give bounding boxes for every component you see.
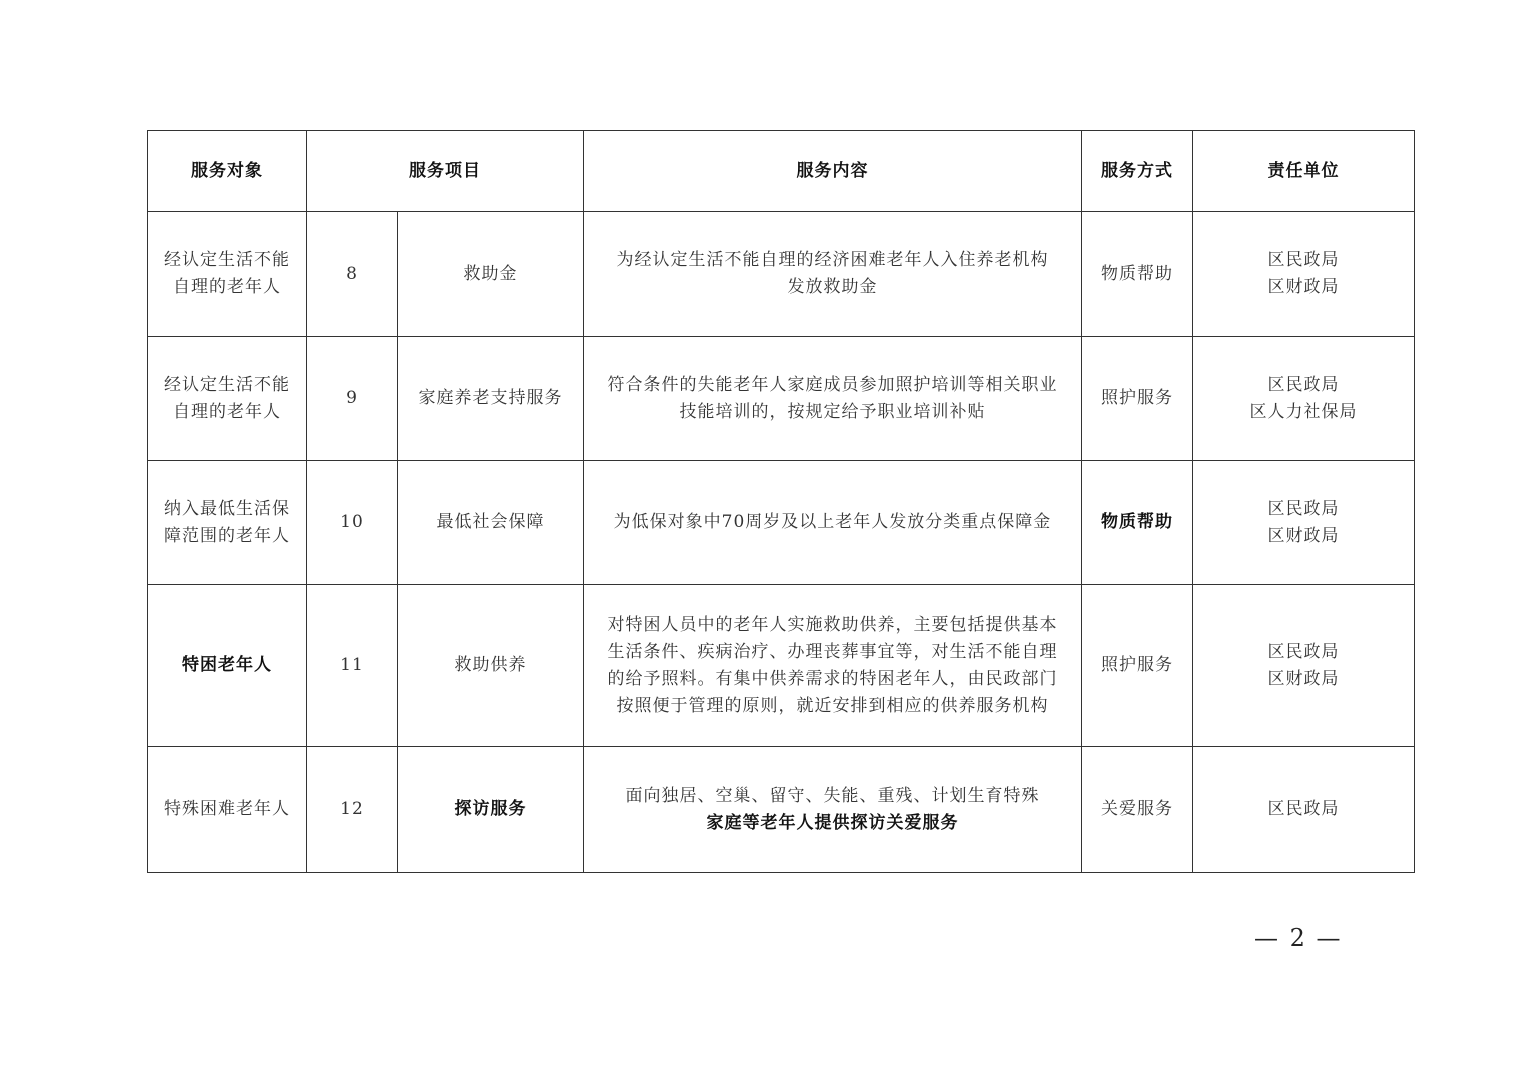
- row-unit: [1193, 585, 1415, 747]
- row-unit-line: 区财政局: [1267, 277, 1340, 297]
- row-unit-line: 区财政局: [1267, 668, 1340, 689]
- row-number: 10: [307, 461, 398, 585]
- row-target-line: 自理的老年人: [173, 277, 281, 297]
- row-unit-line: 区民政局: [1267, 250, 1340, 270]
- row-content-line: 技能培训的，按规定给予职业培训补贴: [679, 401, 986, 422]
- table-row: [148, 212, 1415, 337]
- page-number: — 2 —: [1254, 924, 1343, 952]
- service-table: [147, 130, 1415, 873]
- row-target-line: 障范围的老年人: [164, 525, 290, 546]
- row-method: 关爱服务: [1082, 747, 1193, 873]
- row-target-line: 自理的老年人: [173, 401, 281, 422]
- row-target-line: 特殊困难老年人: [164, 799, 290, 819]
- header-unit: 责任单位: [1193, 131, 1415, 212]
- row-unit-line: 区民政局: [1267, 799, 1340, 819]
- row-item: 救助供养: [398, 585, 584, 747]
- row-unit-line: 区民政局: [1267, 374, 1340, 395]
- row-unit: [1193, 461, 1415, 585]
- row-content-line: 按照便于管理的原则，就近安排到相应的供养服务机构: [616, 695, 1049, 716]
- row-unit: [1193, 747, 1415, 873]
- table-row: [148, 337, 1415, 461]
- header-item: 服务项目: [307, 131, 584, 212]
- row-content: [584, 337, 1082, 461]
- row-content: [584, 747, 1082, 873]
- table-row: [148, 747, 1415, 873]
- row-unit-line: 区人力社保局: [1249, 401, 1358, 422]
- row-unit: [1193, 212, 1415, 337]
- row-content-line: 对特困人员中的老年人实施救助供养，主要包括提供基本: [607, 614, 1058, 635]
- row-target: [148, 337, 307, 461]
- row-method: 照护服务: [1082, 337, 1193, 461]
- header-content: 服务内容: [584, 131, 1082, 212]
- row-target-line: 纳入最低生活保: [164, 498, 290, 519]
- row-number: 11: [307, 585, 398, 747]
- row-method: 物质帮助: [1082, 461, 1193, 585]
- row-unit-line: 区民政局: [1267, 498, 1340, 519]
- row-content-line: 生活条件、疾病治疗、办理丧葬事宜等，对生活不能自理: [607, 641, 1058, 662]
- row-content: [584, 585, 1082, 747]
- row-content-line: 面向独居、空巢、留守、失能、重残、计划生育特殊: [625, 785, 1040, 806]
- row-target-line: 特困老年人: [182, 655, 272, 675]
- row-method: 照护服务: [1082, 585, 1193, 747]
- table-row: [148, 461, 1415, 585]
- row-content-line: 为低保对象中70周岁及以上老年人发放分类重点保障金: [613, 512, 1052, 532]
- row-content-line: 发放救助金: [787, 277, 878, 297]
- row-content: [584, 212, 1082, 337]
- row-unit-line: 区民政局: [1267, 641, 1340, 662]
- header-target: 服务对象: [148, 131, 307, 212]
- row-content-line: 的给予照料。有集中供养需求的特困老年人，由民政部门: [607, 668, 1058, 689]
- row-target: [148, 585, 307, 747]
- row-target: [148, 461, 307, 585]
- row-target-line: 经认定生活不能: [164, 374, 290, 395]
- row-content-line: 家庭等老年人提供探访关爱服务: [706, 812, 959, 833]
- row-item: 家庭养老支持服务: [398, 337, 584, 461]
- row-item: 探访服务: [398, 747, 584, 873]
- row-target: [148, 747, 307, 873]
- header-row: [148, 131, 1415, 212]
- row-content: [584, 461, 1082, 585]
- row-unit: [1193, 337, 1415, 461]
- row-unit-line: 区财政局: [1267, 525, 1340, 546]
- row-item: 救助金: [398, 212, 584, 337]
- row-number: 9: [307, 337, 398, 461]
- row-content-line: 符合条件的失能老年人家庭成员参加照护培训等相关职业: [607, 374, 1058, 395]
- row-target: [148, 212, 307, 337]
- row-number: 12: [307, 747, 398, 873]
- row-content-line: 为经认定生活不能自理的经济困难老年人入住养老机构: [616, 250, 1049, 270]
- row-number: 8: [307, 212, 398, 337]
- row-item: 最低社会保障: [398, 461, 584, 585]
- table-row: [148, 585, 1415, 747]
- row-method: 物质帮助: [1082, 212, 1193, 337]
- row-target-line: 经认定生活不能: [164, 250, 290, 270]
- header-method: 服务方式: [1082, 131, 1193, 212]
